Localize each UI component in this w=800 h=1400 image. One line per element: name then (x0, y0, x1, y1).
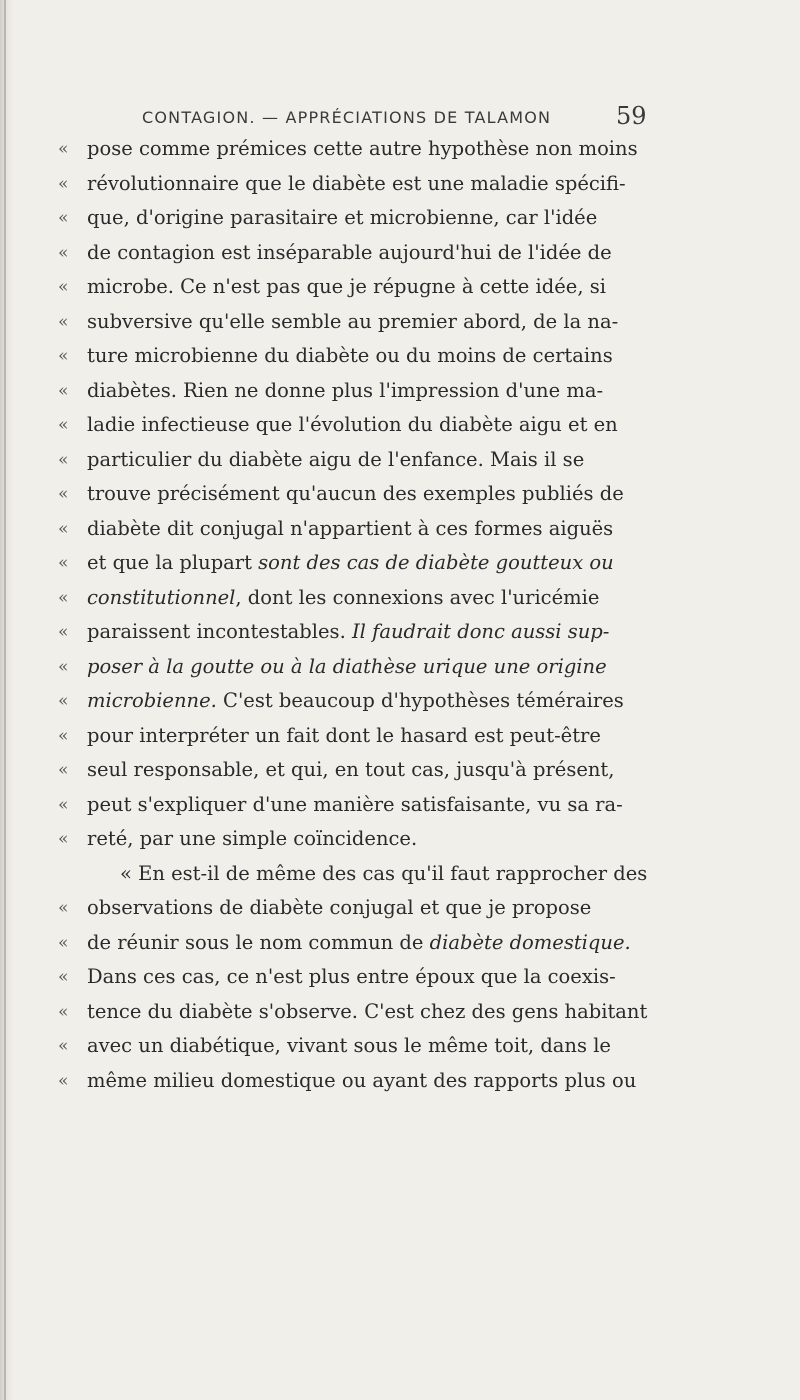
text-line (58, 719, 748, 754)
text-run: avec un diabétique, vivant sous le même toit, dans le (87, 1034, 611, 1057)
text-run: tence du diabète s'observe. C'est chez des gens habitant (87, 999, 648, 1023)
text-run: seul responsable, et qui, en tout cas, jusqu'à présent, (87, 758, 615, 781)
text-run: diabètes. Rien ne donne plus l'impression d'une ma- (87, 378, 604, 402)
quote-mark: « (58, 932, 69, 953)
quote-mark: « (58, 518, 69, 539)
quote-mark: « (58, 553, 69, 573)
line-text (87, 788, 623, 823)
italic-text: diabète domestique. (429, 930, 631, 954)
text-line (58, 1029, 748, 1064)
quote-mark: « (58, 622, 69, 642)
text-line (58, 926, 748, 961)
page-binding-edge (0, 0, 14, 1400)
line-text (87, 1029, 611, 1064)
text-line (58, 1064, 748, 1099)
quote-mark: « (58, 277, 69, 297)
line-text (87, 684, 624, 719)
line-text (87, 960, 616, 995)
italic-text: microbienne. (87, 689, 217, 712)
text-run: pour interpréter un fait dont le hasard est peut-être (87, 723, 601, 747)
quote-mark: « (58, 1036, 69, 1056)
text-run: que, d'origine parasitaire et microbienne, car l'idée (87, 206, 598, 229)
quote-mark: « (58, 311, 69, 332)
text-line (58, 132, 748, 167)
text-line (58, 236, 748, 271)
quote-mark: « (58, 173, 69, 194)
line-text (87, 408, 618, 443)
text-run: microbe. Ce n'est pas que je répugne à cette idée, si (87, 275, 606, 298)
body-text (58, 132, 748, 1098)
text-line (58, 546, 748, 581)
text-run: ture microbienne du diabète ou du moins de certains (87, 344, 613, 367)
text-line (58, 650, 748, 685)
quote-mark: « (58, 346, 69, 366)
quote-mark: « (58, 725, 69, 746)
line-text (87, 1064, 636, 1099)
quote-mark: « (58, 1001, 69, 1022)
text-run: ladie infectieuse que l'évolution du diabète aigu et en (87, 413, 618, 436)
quote-mark: « (58, 967, 69, 987)
text-run: de contagion est inséparable aujourd'hui de l'idée de (87, 240, 612, 264)
text-run: Dans ces cas, ce n'est plus entre époux que la coexis- (87, 965, 616, 988)
line-text (87, 132, 638, 167)
text-line (58, 857, 748, 892)
text-run: subversive qu'elle semble au premier abord, de la na- (87, 309, 619, 333)
quote-mark: « (58, 691, 69, 711)
text-run: « En est-il de même des cas qu'il faut rapprocher des (120, 861, 648, 885)
text-run: particulier du diabète aigu de l'enfance. Mais il se (87, 447, 585, 471)
line-text (87, 926, 631, 961)
page-edge-line (4, 0, 6, 1400)
quote-mark: « (58, 139, 69, 159)
text-run: paraissent incontestables. (87, 620, 352, 643)
text-line (58, 684, 748, 719)
text-line (58, 615, 748, 650)
line-text (87, 581, 599, 616)
quote-mark: « (58, 587, 69, 608)
quote-mark: « (58, 829, 69, 849)
text-line (58, 960, 748, 995)
line-text (87, 650, 607, 685)
text-run: trouve précisément qu'aucun des exemples publiés de (87, 482, 624, 505)
text-line (58, 339, 748, 374)
text-line (58, 512, 748, 547)
running-head: CONTAGION. — APPRÉCIATIONS DE TALAMON (142, 108, 552, 127)
text-line (58, 305, 748, 340)
text-line (58, 788, 748, 823)
quote-mark: « (58, 380, 69, 401)
line-text (87, 443, 584, 478)
text-run: peut s'expliquer d'une manière satisfaisante, vu sa ra- (87, 792, 623, 816)
text-run: pose comme prémices cette autre hypothèse non moins (87, 137, 638, 160)
line-text (87, 546, 614, 581)
quote-mark: « (58, 1070, 69, 1091)
line-text (87, 995, 647, 1030)
line-text (87, 719, 601, 754)
line-text (87, 753, 614, 788)
text-line (58, 822, 748, 857)
text-line (58, 270, 748, 305)
text-line (58, 891, 748, 926)
text-run: , dont les connexions avec l'uricémie (235, 585, 600, 609)
quote-mark: « (58, 656, 69, 677)
text-line (58, 374, 748, 409)
line-text (87, 891, 591, 926)
italic-text: sont des cas de diabète goutteux ou (258, 551, 614, 574)
text-line (58, 477, 748, 512)
italic-text: poser à la goutte ou à la diathèse urique une origine (87, 654, 607, 678)
page-number: 59 (616, 102, 647, 130)
line-text (87, 305, 618, 340)
quote-mark: « (58, 208, 69, 228)
text-run: même milieu domestique ou ayant des rapports plus ou (87, 1068, 637, 1092)
italic-text: Il faudrait donc aussi sup- (351, 620, 610, 643)
text-run: observations de diabète conjugal et que je propose (87, 896, 592, 919)
text-run: et que la plupart (87, 551, 259, 574)
text-line (58, 443, 748, 478)
line-text (87, 236, 612, 271)
line-text (120, 857, 647, 892)
line-text (87, 339, 613, 374)
text-run: C'est beaucoup d'hypothèses téméraires (216, 689, 624, 712)
text-line (58, 581, 748, 616)
text-line (58, 167, 748, 202)
text-line (58, 201, 748, 236)
line-text (87, 615, 609, 650)
line-text (87, 822, 417, 857)
text-line (58, 995, 748, 1030)
quote-mark: « (58, 449, 69, 470)
quote-mark: « (58, 242, 69, 263)
quote-mark: « (58, 484, 69, 504)
quote-mark: « (58, 794, 69, 815)
quote-mark: « (58, 415, 69, 435)
text-line (58, 753, 748, 788)
quote-mark: « (58, 898, 69, 918)
text-line (58, 408, 748, 443)
line-text (87, 477, 624, 512)
text-run: reté, par une simple coïncidence. (87, 827, 418, 850)
text-run: diabète dit conjugal n'appartient à ces formes aiguës (87, 516, 614, 540)
line-text (87, 374, 603, 409)
line-text (87, 201, 597, 236)
text-run: révolutionnaire que le diabète est une maladie spécifi- (87, 171, 626, 195)
quote-mark: « (58, 760, 69, 780)
line-text (87, 167, 626, 202)
text-run: de réunir sous le nom commun de (87, 930, 430, 954)
italic-text: constitutionnel (87, 585, 236, 609)
line-text (87, 270, 606, 305)
line-text (87, 512, 613, 547)
